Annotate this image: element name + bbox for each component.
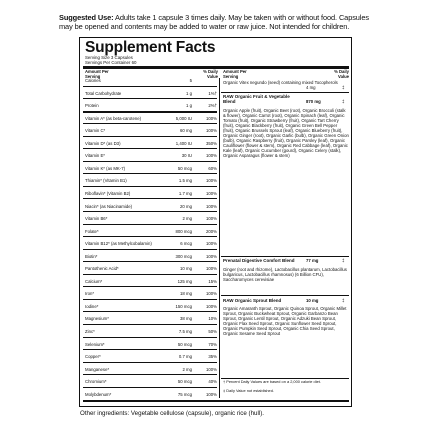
nutrient-dv: 10% xyxy=(208,316,217,322)
servings-per-container: Servings Per Container 60 xyxy=(85,59,137,65)
sprout-blend-amount: 10 mg xyxy=(306,298,319,303)
row-rule xyxy=(83,274,217,275)
row-rule xyxy=(83,362,217,363)
row-rule xyxy=(83,148,217,149)
serving-info xyxy=(85,56,137,66)
row-rule xyxy=(83,161,217,162)
nutrient-amount: 50 mcg xyxy=(177,165,192,171)
nutrient-name: Total Carbohydrate xyxy=(85,90,122,96)
nutrient-dv: 200% xyxy=(206,228,217,234)
suggested-use-text: Adults take 1 capsule 3 times daily. May be taken with or without food. Capsules may be opened and contents may be added to water or raw juice. Not intended for children. xyxy=(59,13,369,31)
nutrient-name: Copper* xyxy=(85,354,101,360)
nutrient-dv: 100% xyxy=(206,128,217,134)
fv-blend-name: RAW Organic Fruit & Vegetable Blend xyxy=(223,94,290,104)
nutrient-amount: 0.7 mg xyxy=(178,354,192,360)
right-amount-header: Amount Per Serving xyxy=(223,69,247,79)
nutrient-name: Iron* xyxy=(85,291,95,297)
nutrient-name: Calcium* xyxy=(85,278,103,284)
nutrient-amount: 1,400 IU xyxy=(175,140,192,146)
nutrient-dv: 40% xyxy=(208,379,217,385)
nutrient-name: Thiamin* (Vitamin B1) xyxy=(85,178,127,184)
nutrient-dv: 100% xyxy=(206,203,217,209)
nutrient-name: Vitamin B12* (as Methylcobalamin) xyxy=(85,241,152,247)
left-dv-header: % Daily Value xyxy=(203,69,218,79)
row-rule xyxy=(83,123,217,124)
fv-blend-amount: 870 mg xyxy=(306,99,321,104)
column-divider xyxy=(219,78,220,398)
supplement-facts-panel xyxy=(79,37,352,407)
nutrient-name: Vitamin B6* xyxy=(85,216,108,222)
nutrient-dv: 100% xyxy=(206,266,217,272)
nutrient-amount: 60 mg xyxy=(180,128,192,134)
nutrient-name: Manganese* xyxy=(85,366,110,372)
row-rule xyxy=(83,224,217,225)
nutrient-name: Niacin* (as Niacinamide) xyxy=(85,203,133,209)
bottom-thick-rule xyxy=(83,400,349,402)
row-rule xyxy=(83,299,217,300)
nutrient-amount: 18 mg xyxy=(180,291,192,297)
nutrient-amount: 5,000 IU xyxy=(175,115,192,121)
nutrient-name: Magnesium* xyxy=(85,316,109,322)
vitex-amount: 4 mg xyxy=(306,85,316,90)
nutrient-amount: 1 g xyxy=(186,103,192,109)
vitex-dv: ‡ xyxy=(342,85,345,90)
row-rule xyxy=(83,98,217,99)
nutrient-name: Selenium* xyxy=(85,341,105,347)
nutrient-amount: 10 mg xyxy=(180,266,192,272)
row-rule xyxy=(83,136,217,137)
vitex-text: Organic Vitex negundo (seed) containing mixed Tocopherols xyxy=(223,80,338,85)
suggested-use xyxy=(59,14,371,31)
facts-title: Supplement Facts xyxy=(85,39,216,56)
row-rule xyxy=(83,286,217,287)
row-rule xyxy=(83,324,217,325)
sprout-blend-ingredients: Organic Amaranth Sprout, Organic Quinoa Sprout, Organic Millet Sprout, Organic Buckwheat Sprout, Organic Garbanzo Bean Sprout, Organic Lentil Sprout, Organic Adzuki Bean Sprout, Organic Flax Seed Sprout, Organic Sunflower Seed Sprout, Organic Pumpkin Seed Sprout, Organic Chia Seed Sprout, Organic Sesame Seed Sprout xyxy=(223,306,347,337)
nutrient-amount: 150 mcg xyxy=(175,303,192,309)
nutrient-amount: 5 xyxy=(189,78,192,83)
nutrient-amount: 50 mcg xyxy=(177,379,192,385)
nutrient-dv: 60% xyxy=(208,165,217,171)
right-rule xyxy=(221,256,349,257)
nutrient-dv: 100% xyxy=(206,391,217,397)
nutrient-name: Riboflavin* (Vitamin B2) xyxy=(85,190,131,196)
footnote-not-established: ‡ Daily Value not established. xyxy=(223,388,274,393)
nutrient-amount: 30 IU xyxy=(181,153,192,159)
row-rule xyxy=(83,249,217,250)
nutrient-amount: 800 mcg xyxy=(175,228,192,234)
sprout-blend-name: RAW Organic Sprout Blend xyxy=(223,298,282,303)
nutrient-amount: 20 mg xyxy=(180,203,192,209)
nutrient-amount: 38 mg xyxy=(180,316,192,322)
nutrient-amount: 6 mcg xyxy=(180,241,192,247)
nutrient-name: Vitamin A* (as beta-carotene) xyxy=(85,115,142,121)
serving-size: Serving Size 3 Capsules xyxy=(85,55,133,60)
row-rule xyxy=(83,236,217,237)
nutrient-dv: 1%† xyxy=(208,90,217,96)
nutrient-amount: 2 mg xyxy=(182,366,192,372)
nutrient-name: Folate* xyxy=(85,228,99,234)
nutrient-amount: 1.5 mg xyxy=(178,178,192,184)
row-rule xyxy=(83,198,217,199)
nutrient-amount: 50 mcg xyxy=(177,341,192,347)
right-dv-header: % Daily Value xyxy=(334,69,349,79)
row-rule xyxy=(83,387,217,388)
suggested-use-label: Suggested Use: xyxy=(59,13,114,22)
nutrient-name: Vitamin C* xyxy=(85,128,106,134)
row-rule xyxy=(83,311,217,312)
nutrient-dv: 100% xyxy=(206,366,217,372)
nutrient-name: Vitamin E* xyxy=(85,153,105,159)
pd-blend-dv: ‡ xyxy=(342,258,345,263)
row-rule xyxy=(83,337,217,338)
row-rule xyxy=(83,261,217,262)
nutrient-dv: 100% xyxy=(206,253,217,259)
nutrient-dv: 70% xyxy=(208,341,217,347)
nutrient-name: Protein xyxy=(85,103,99,109)
row-rule xyxy=(83,173,217,174)
pd-blend-name: Prenatal Digestive Comfort Blend xyxy=(223,258,295,263)
nutrient-dv: 15% xyxy=(208,278,217,284)
nutrient-dv: 100% xyxy=(206,216,217,222)
fv-blend-dv: ‡ xyxy=(342,99,345,104)
right-rule xyxy=(221,92,349,93)
row-rule xyxy=(83,186,217,187)
nutrient-name: Vitamin K* (as MK-7) xyxy=(85,165,126,171)
left-amount-header: Amount Per Serving xyxy=(85,69,109,79)
nutrient-amount: 125 mg xyxy=(177,278,192,284)
footnote-dv: † Percent Daily Values are based on a 2,000 calorie diet. xyxy=(223,379,321,384)
nutrient-amount: 1.7 mg xyxy=(178,190,192,196)
nutrient-name: Chromium* xyxy=(85,379,107,385)
nutrient-name: Pantothenic Acid* xyxy=(85,266,119,272)
nutrient-dv: 100% xyxy=(206,153,217,159)
row-rule xyxy=(83,111,217,113)
nutrient-name: Iodine* xyxy=(85,303,99,309)
nutrient-dv: 2%† xyxy=(208,103,217,109)
nutrient-dv: 100% xyxy=(206,115,217,121)
row-rule xyxy=(83,211,217,212)
nutrient-dv: 100% xyxy=(206,190,217,196)
row-rule xyxy=(83,86,217,87)
fv-blend-ingredients: Organic Apple (fruit), Organic Beet (root), Organic Broccoli (stalk & flower), Organic Carrot (root), Organic Spinach (leaf), Organic Tomato (fruit), Organic Strawberry (fruit), Organic Tart Cherry (fruit), Organic Blackberry (fruit), Organic Green Bell Pepper (fruit), Organic Brussels Sprout (leaf), Organic Blueberry (fruit), Organic Ginger (root), Organic Garlic (bulb), Organic Green Onion (bulb), Organic Raspberry (fruit), Organic Parsley (leaf), Organic Cauliflower (flower & stem), Organic Red Cabbage (leaf), Organic Kale (leaf), Organic Cucumber (gourd), Organic Celery (stalk), Organic Asparagus (flower & stem) xyxy=(223,108,349,159)
nutrient-name: Molybdenum* xyxy=(85,391,112,397)
nutrient-dv: 100% xyxy=(206,291,217,297)
nutrient-dv: 35% xyxy=(208,354,217,360)
nutrient-dv: 100% xyxy=(206,241,217,247)
sprout-blend-dv: ‡ xyxy=(342,298,345,303)
nutrient-name: Vitamin D* (as D3) xyxy=(85,140,121,146)
nutrient-dv: 50% xyxy=(208,329,217,334)
row-rule xyxy=(83,349,217,350)
nutrient-amount: 75 mcg xyxy=(177,391,192,397)
nutrient-dv: 100% xyxy=(206,178,217,184)
other-ingredients: Other ingredients: Vegetable cellulose (capsule), organic rice (hull). xyxy=(80,410,265,417)
row-rule xyxy=(83,374,217,375)
nutrient-amount: 2 mg xyxy=(182,216,192,222)
nutrient-amount: 1 g xyxy=(186,90,192,96)
nutrient-name: Calories xyxy=(85,78,101,83)
nutrient-dv: 350% xyxy=(206,140,217,146)
nutrient-name: Zinc* xyxy=(85,329,95,334)
pd-blend-amount: 77 mg xyxy=(306,258,319,263)
right-rule xyxy=(221,295,349,296)
nutrient-amount: 300 mcg xyxy=(175,253,192,259)
nutrient-amount: 7.5 mg xyxy=(178,329,192,334)
nutrient-dv: 100% xyxy=(206,303,217,309)
nutrient-name: Biotin* xyxy=(85,253,98,259)
pd-blend-ingredients: Ginger (root and rhizome), Lactobacillus plantarum, Lactobacillus bulgaricus, Lactobacillus rhamnosus) (6 Billion CFU), Saccharomyces cerevisiae xyxy=(223,267,347,283)
